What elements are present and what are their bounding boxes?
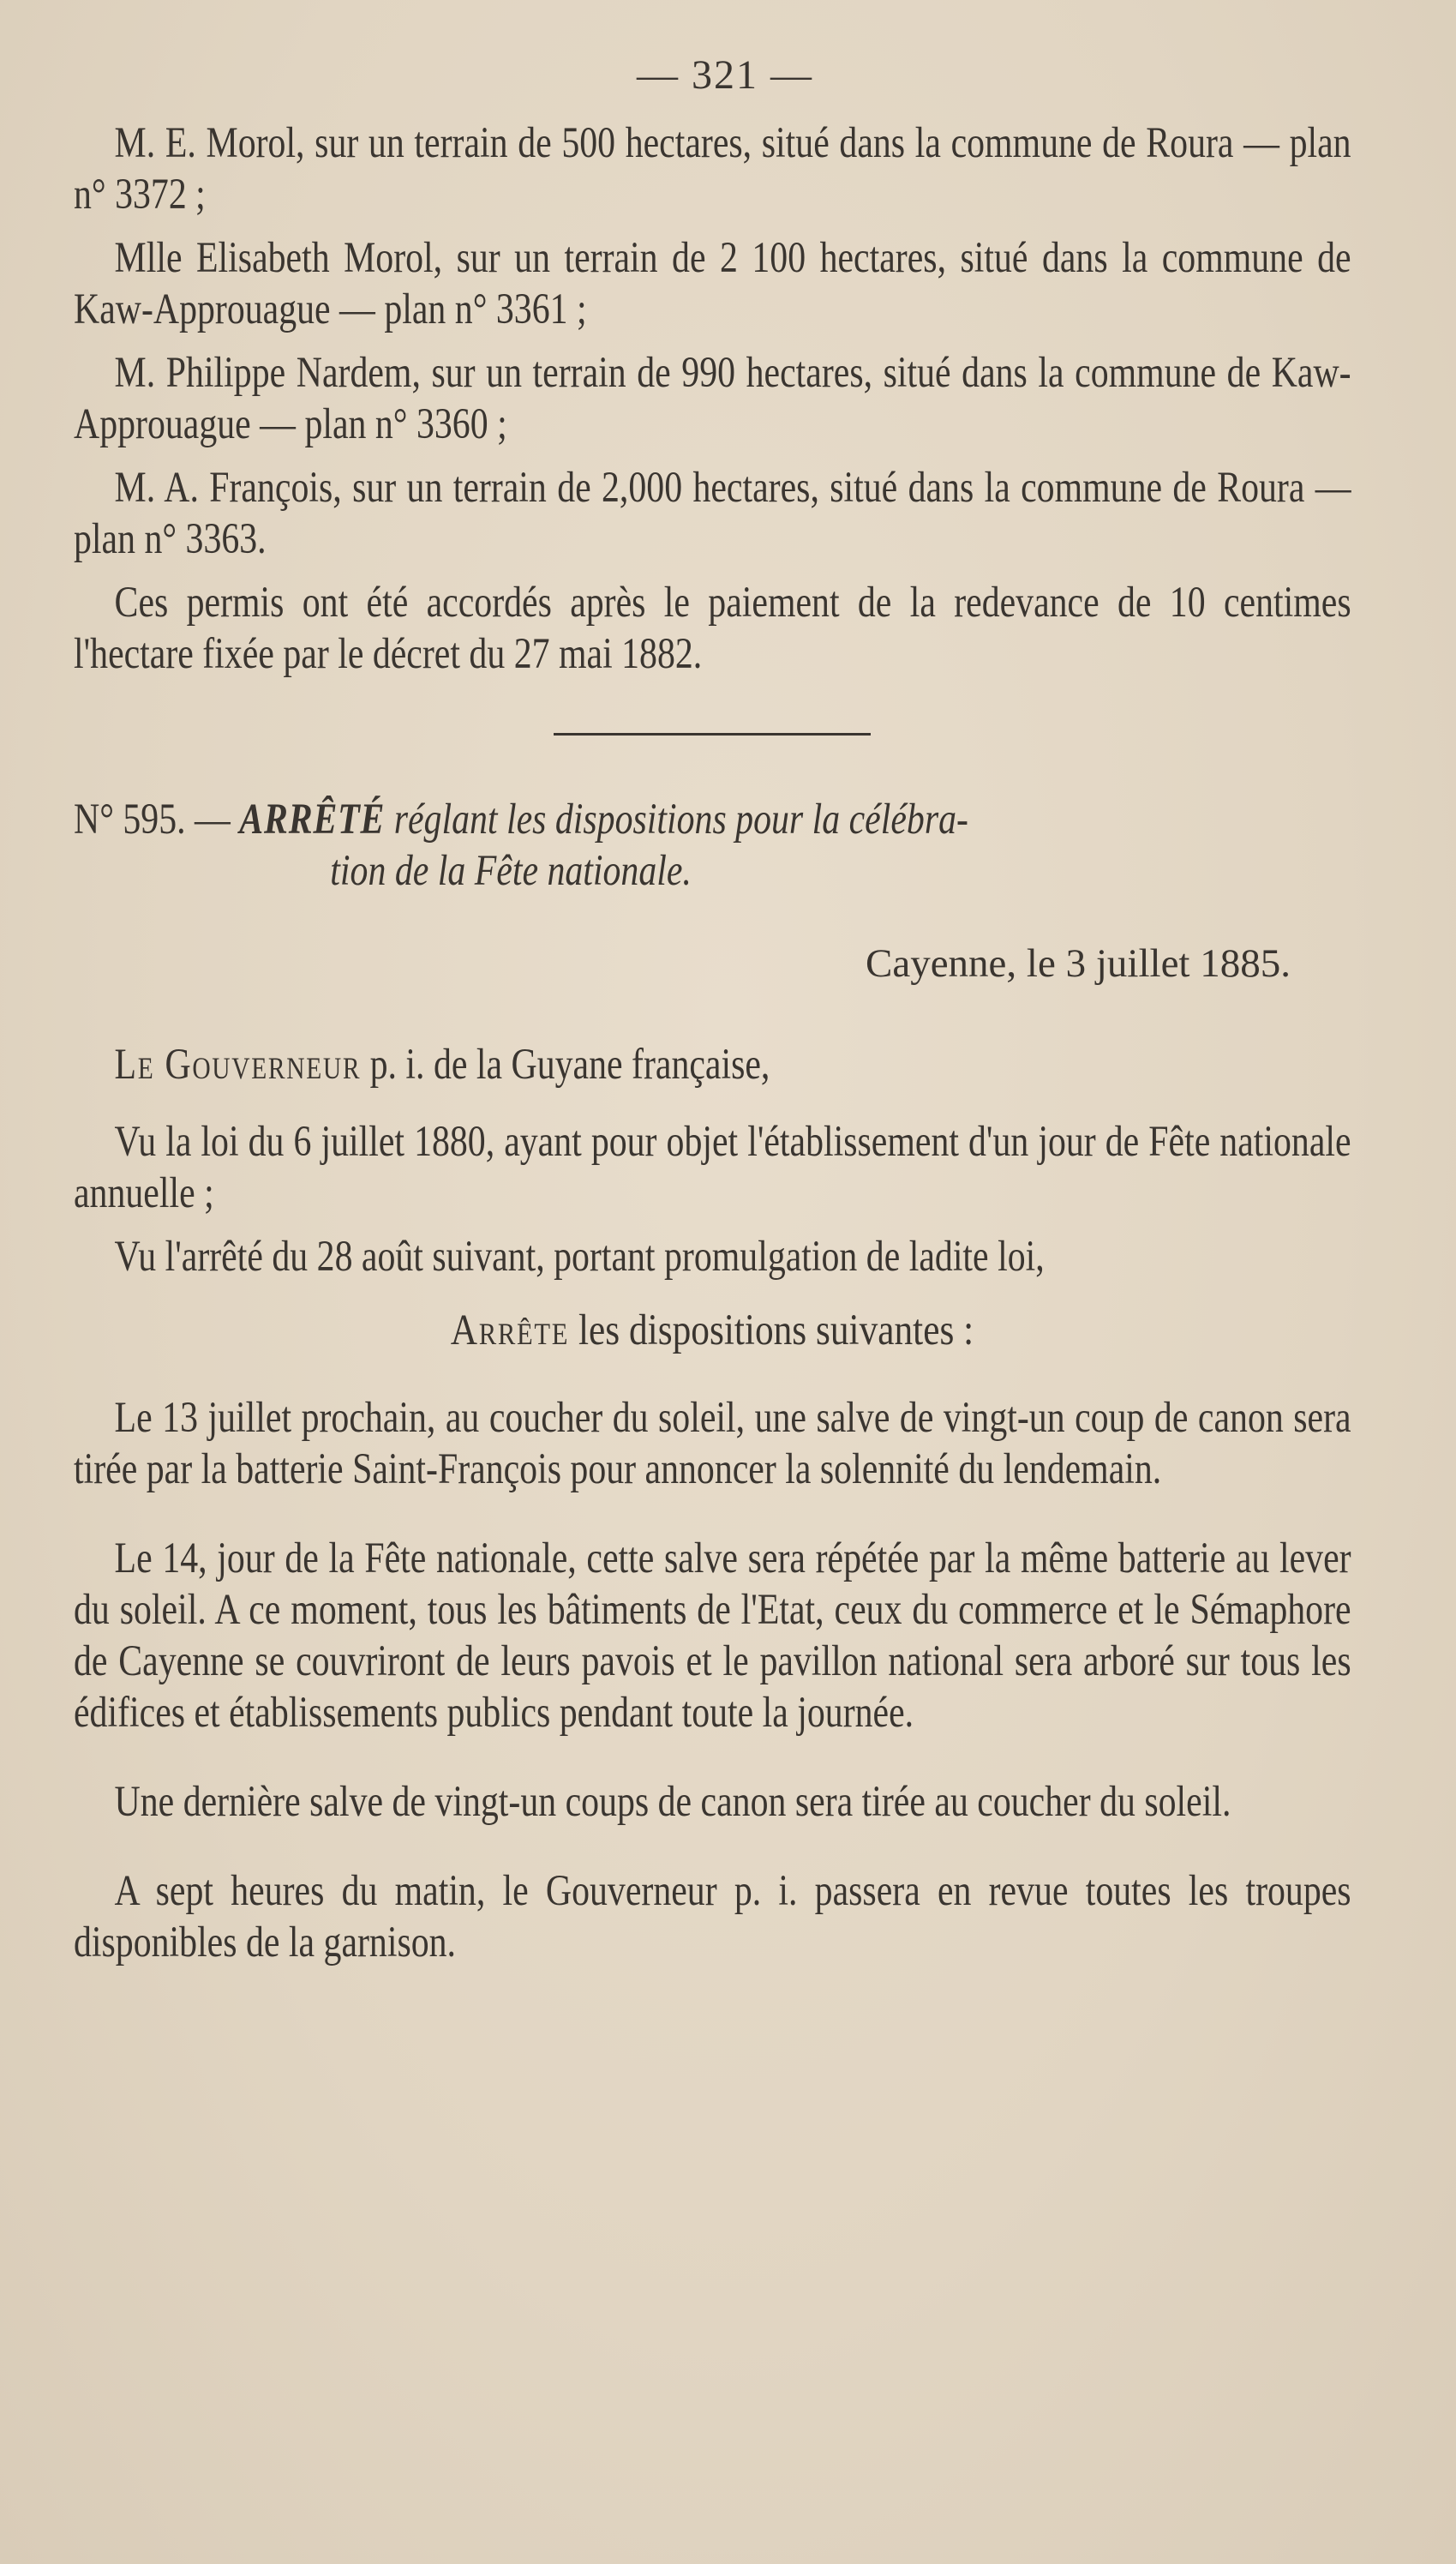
article-paragraph-2: Le 14, jour de la Fête nationale, cette salve sera répétée par la même batterie au lever du soleil. A ce moment, tous les bâtiments de l'Etat, ceux du commerce et le Sémaphore de Cayenne se couvriront de leurs pavois et le pavillon national sera arboré sur tous les édifices et établissements publics pendant toute la journée. xyxy=(74,1534,1351,1737)
article-paragraph-4: A sept heures du matin, le Gouverneur p. i. passera en revue toutes les troupes disponibles de la garnison. xyxy=(74,1867,1351,1967)
arrete-heading-line1 xyxy=(74,794,1351,845)
article-paragraph-1: Le 13 juillet prochain, au coucher du soleil, une salve de vingt-un coup de canon sera tirée par la batterie Saint-François pour annoncer la solennité du lendemain. xyxy=(74,1394,1351,1493)
permit-fee-paragraph: Ces permis ont été accordés après le paiement de la redevance de 10 centimes l'hectare fixée par le décret du 27 mai 1882. xyxy=(74,579,1351,678)
dateline: Cayenne, le 3 juillet 1885. xyxy=(865,941,1291,986)
spacer xyxy=(74,1840,1351,1865)
governor-line xyxy=(74,1039,1351,1090)
governor-title: Le Gouverneur xyxy=(114,1041,362,1089)
permit-entry-4: M. A. François, sur un terrain de 2,000 hectares, situé dans la commune de Roura — plan n° 3363. xyxy=(74,464,1351,563)
arrete-heading-line2: tion de la Fête nationale. xyxy=(330,847,692,895)
arrete-decree-line xyxy=(170,1305,1255,1356)
arrete-title-word: ARRÊTÉ xyxy=(239,796,386,844)
article-paragraph-3: Une dernière salve de vingt-un coups de canon sera tirée au coucher du soleil. xyxy=(114,1778,1231,1826)
arrete-decree-rest: les dispositions suivantes : xyxy=(578,1306,974,1354)
arrete-title-rest: réglant les dispositions pour la célébra- xyxy=(393,796,968,844)
spacer xyxy=(74,1750,1351,1776)
spacer xyxy=(74,1507,1351,1533)
section-divider xyxy=(554,733,871,736)
consideration-1: Vu la loi du 6 juillet 1880, ayant pour objet l'établissement d'un jour de Fête nationale annuelle ; xyxy=(74,1118,1351,1217)
page-number: — 321 — xyxy=(637,52,813,98)
text-column xyxy=(74,51,1351,1980)
permit-entry-1: M. E. Morol, sur un terrain de 500 hectares, situé dans la commune de Roura — plan n° 3372 ; xyxy=(74,119,1351,219)
arrete-word: Arrête xyxy=(450,1306,570,1354)
governor-line-rest: p. i. de la Guyane française, xyxy=(369,1041,770,1089)
consideration-2: Vu l'arrêté du 28 août suivant, portant promulgation de ladite loi, xyxy=(114,1233,1045,1281)
permit-entry-2: Mlle Elisabeth Morol, sur un terrain de 2 100 hectares, situé dans la commune de Kaw-Approuague — plan n° 3361 ; xyxy=(74,234,1351,333)
permit-entry-3: M. Philippe Nardem, sur un terrain de 990 hectares, situé dans la commune de Kaw-Approuague — plan n° 3360 ; xyxy=(74,349,1351,448)
arrete-heading xyxy=(74,794,1351,897)
arrete-number: N° 595. — xyxy=(74,796,231,844)
